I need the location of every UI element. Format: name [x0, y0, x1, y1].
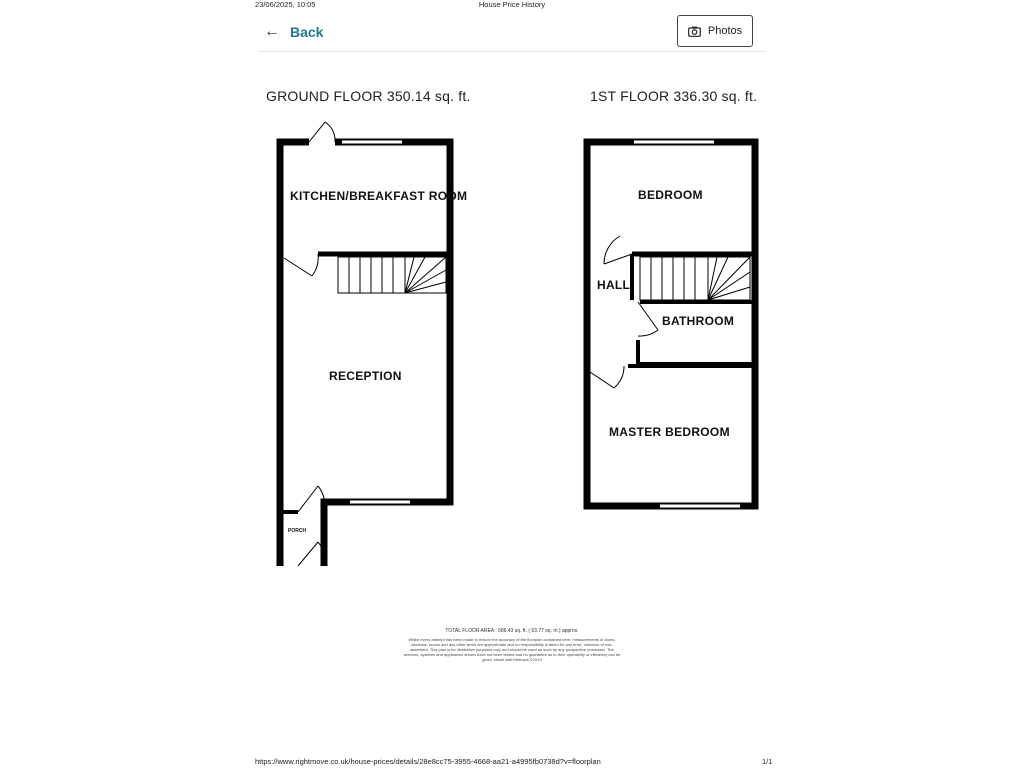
first-stairs	[640, 257, 750, 300]
room-label-porch: PORCH	[288, 528, 307, 534]
floorplan-disclaimer: Whilst every attempt has been made to ensure the accuracy of the floorplan contained here, measurements of doors, windows, rooms and any other items are approximate and no responsibility is taken for any error, omission or mis-statement. This plan is for illustrative purposes only and should be used as such by any prospective purchaser. The services, systems and appliances shown have not been tested and no guarantee as to their operability or efficiency can be given. Made with Metropix ©2019	[403, 637, 621, 662]
room-label-hall: HALL	[597, 278, 631, 292]
room-label-kitchen: KITCHEN/BREAKFAST ROOM	[290, 189, 468, 203]
kitchen-door-swing	[284, 254, 318, 276]
bedroom-door	[604, 236, 632, 264]
arrow-left-icon: ←	[264, 23, 280, 40]
print-page-number: 1/1	[762, 757, 773, 766]
photos-label: Photos	[707, 25, 743, 37]
print-page-title: House Price History	[478, 0, 546, 9]
bathroom-door	[638, 302, 658, 336]
print-date: 23/06/2025, 10:05	[255, 0, 316, 9]
back-label: Back	[290, 24, 324, 40]
print-url: https://www.rightmove.co.uk/house-prices/details/28e8cc75-3955-4668-aa21-a4995fb0738d?v=floorplan	[255, 757, 601, 766]
first-floor-title: 1ST FLOOR 336.30 sq. ft.	[590, 88, 758, 104]
ground-stairs	[338, 257, 446, 293]
room-label-master-bedroom: MASTER BEDROOM	[609, 425, 730, 439]
room-label-bathroom: BATHROOM	[662, 314, 735, 328]
master-bedroom-door	[590, 366, 624, 388]
room-label-reception: RECEPTION	[329, 369, 402, 383]
ground-floor-title: GROUND FLOOR 350.14 sq. ft.	[266, 88, 471, 104]
room-label-bedroom: BEDROOM	[638, 188, 703, 202]
total-floor-area: TOTAL FLOOR AREA : 686.43 sq. ft. ( 63.77 sq. m.) approx.	[445, 628, 579, 634]
